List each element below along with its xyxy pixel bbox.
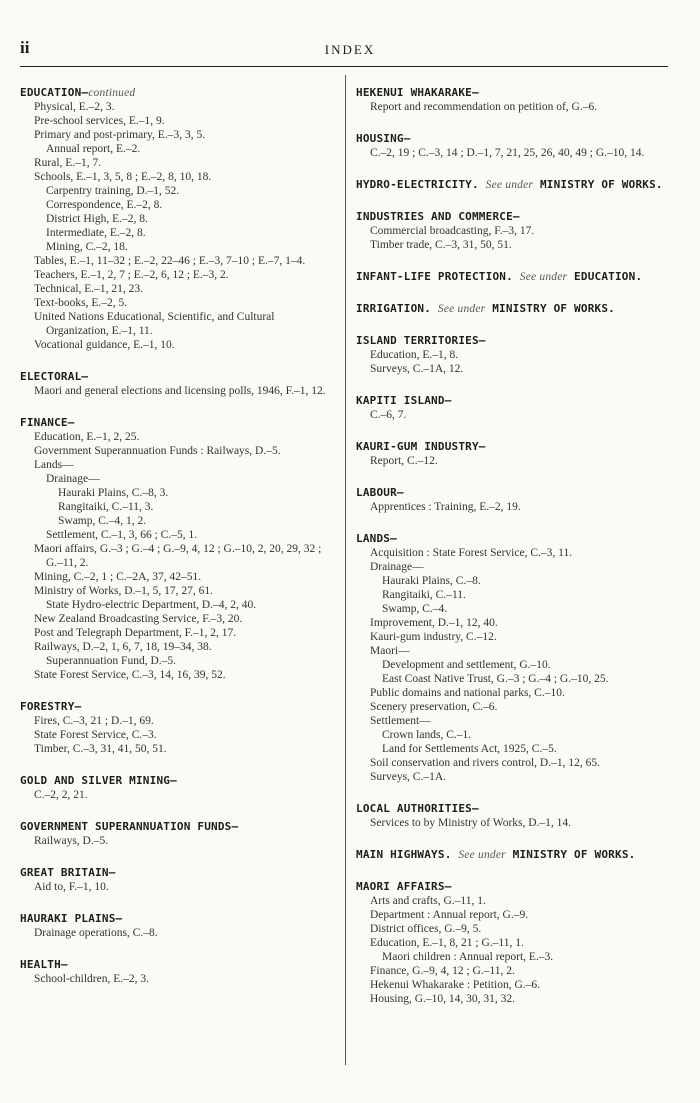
subentry: Drainage— [370, 561, 424, 573]
subentry: Technical, E.–1, 21, 23. [34, 283, 144, 295]
subentry: Mining, C.–2, 1 ; C.–2A, 37, 42–51. [34, 571, 202, 583]
entry-heading [20, 866, 335, 880]
subentry: Government Superannuation Funds : Railways, D.–5. [34, 445, 281, 457]
index-entry [356, 302, 669, 316]
subentry: Hauraki Plains, C.–8, 3. [58, 487, 169, 499]
subentry: C.–2, 2, 21. [34, 789, 88, 801]
heading-text: HEKENUI WHAKARAKE— [356, 86, 479, 99]
subentry: Carpentry training, D.–1, 52. [46, 185, 180, 197]
subentry: Report, C.–12. [370, 455, 438, 467]
heading-text: KAURI-GUM INDUSTRY— [356, 440, 486, 453]
subentry: Teachers, E.–1, 2, 7 ; E.–2, 6, 12 ; E.–3, 2. [34, 269, 229, 281]
entry-heading [20, 86, 335, 100]
subentry: Acquisition : State Forest Service, C.–3, 11. [370, 547, 573, 559]
subentry: Arts and crafts, G.–11, 1. [370, 895, 486, 907]
heading-text: HAURAKI PLAINS— [20, 912, 123, 925]
heading-text: ISLAND TERRITORIES— [356, 334, 486, 347]
subentry: Drainage— [46, 473, 100, 485]
heading-text: INFANT-LIFE PROTECTION. [356, 270, 513, 283]
index-entry [356, 440, 669, 468]
entry-heading [356, 394, 669, 408]
see-under-label: See under [485, 179, 534, 191]
index-entry [356, 394, 669, 422]
subentry: Crown lands, C.–1. [382, 729, 472, 741]
subentry: Lands— [34, 459, 74, 471]
heading-text: GOLD AND SILVER MINING— [20, 774, 177, 787]
entry-heading [20, 820, 335, 834]
subentry: Annual report, E.–2. [46, 143, 141, 155]
cross-reference-target: MINISTRY OF WORKS. [492, 302, 615, 315]
index-entry [356, 880, 669, 1006]
subentry: Rangitaiki, C.–11. [382, 589, 466, 601]
heading-text: ELECTORAL— [20, 370, 89, 383]
heading-text: IRRIGATION. [356, 302, 432, 315]
subentry: New Zealand Broadcasting Service, F.–3, 20. [34, 613, 243, 625]
entry-heading [356, 848, 669, 862]
subentry: Rangitaiki, C.–11, 3. [58, 501, 154, 513]
see-under-label: See under [519, 271, 568, 283]
see-under-label: See under [458, 849, 506, 861]
subentry: Fires, C.–3, 21 ; D.–1, 69. [34, 715, 154, 727]
entry-heading [356, 532, 669, 546]
entry-heading [20, 958, 335, 972]
subentry: State Forest Service, C.–3. [34, 729, 157, 741]
subentry: Superannuation Fund, D.–5. [46, 655, 177, 667]
subentry: Land for Settlements Act, 1925, C.–5. [382, 743, 557, 755]
entry-heading [356, 86, 669, 100]
entry-heading [20, 416, 335, 430]
entry-heading [356, 132, 669, 146]
subentry: Soil conservation and rivers control, D.–1, 12, 65. [370, 757, 600, 769]
heading-text: GREAT BRITAIN— [20, 866, 116, 879]
subentry: Finance, G.–9, 4, 12 ; G.–11, 2. [370, 965, 515, 977]
subentry: Education, E.–1, 8, 21 ; G.–11, 1. [370, 937, 524, 949]
subentry: Hauraki Plains, C.–8. [382, 575, 481, 587]
subentry: Scenery preservation, C.–6. [370, 701, 498, 713]
index-entry [356, 86, 669, 114]
subentry: Primary and post-primary, E.–3, 3, 5. [34, 129, 206, 141]
index-entry [20, 416, 335, 682]
entry-heading [356, 486, 669, 500]
subentry: Hekenui Whakarake : Petition, G.–6. [370, 979, 541, 991]
heading-text: FORESTRY— [20, 700, 82, 713]
subentry: Swamp, C.–4. [382, 603, 448, 615]
index-entry [356, 132, 669, 160]
index-entry [356, 210, 669, 252]
subentry: Text-books, E.–2, 5. [34, 297, 128, 309]
subentry: Services to by Ministry of Works, D.–1, 14. [370, 817, 572, 829]
heading-text: INDUSTRIES AND COMMERCE— [356, 210, 520, 223]
index-entry [356, 802, 669, 830]
subentry: United Nations Educational, Scientific, and Cultural Organization, E.–1, 11. [34, 311, 275, 337]
subentry: Tables, E.–1, 11–32 ; E.–2, 22–46 ; E.–3, 7–10 ; E.–7, 1–4. [34, 255, 306, 267]
subentry: Railways, D.–5. [34, 835, 109, 847]
heading-text: MAIN HIGHWAYS. [356, 848, 452, 861]
index-entry [356, 334, 669, 376]
entry-heading [356, 210, 669, 224]
subentry: Housing, G.–10, 14, 30, 31, 32. [370, 993, 516, 1005]
heading-text: LABOUR— [356, 486, 404, 499]
right-column [356, 86, 669, 1024]
subentry: Kauri-gum industry, C.–12. [370, 631, 497, 643]
subentry: C.–6, 7. [370, 409, 407, 421]
subentry: State Hydro-electric Department, D.–4, 2, 40. [46, 599, 257, 611]
subentry: Physical, E.–2, 3. [34, 101, 115, 113]
entry-heading [356, 802, 669, 816]
subentry: Maori children : Annual report, E.–3. [382, 951, 554, 963]
subentry: Settlement, C.–1, 3, 66 ; C.–5, 1. [46, 529, 198, 541]
entry-heading [20, 774, 335, 788]
subentry: Rural, E.–1, 7. [34, 157, 102, 169]
index-entry [356, 270, 669, 284]
see-under-label: See under [437, 303, 486, 315]
subentry: Maori affairs, G.–3 ; G.–4 ; G.–9, 4, 12 ; G.–10, 2, 20, 29, 32 ; G.–11, 2. [34, 543, 322, 569]
subentry: Settlement— [370, 715, 431, 727]
heading-text: LOCAL AUTHORITIES— [356, 802, 479, 815]
entry-heading [20, 912, 335, 926]
subentry: Mining, C.–2, 18. [46, 241, 128, 253]
index-entry [356, 486, 669, 514]
index-entry [20, 958, 335, 986]
entry-heading [356, 880, 669, 894]
heading-text: FINANCE— [20, 416, 75, 429]
running-head: INDEX [324, 42, 376, 57]
index-entry [20, 86, 335, 352]
subentry: Schools, E.–1, 3, 5, 8 ; E.–2, 8, 10, 18. [34, 171, 212, 183]
subentry: Railways, D.–2, 1, 6, 7, 18, 19–34, 38. [34, 641, 212, 653]
index-entry [20, 774, 335, 802]
subentry: Development and settlement, G.–10. [382, 659, 551, 671]
subentry: C.–2, 19 ; C.–3, 14 ; D.–1, 7, 21, 25, 26, 40, 49 ; G.–10, 14. [370, 147, 645, 159]
index-entry [356, 532, 669, 784]
entry-heading [20, 700, 335, 714]
subentry: Post and Telegraph Department, F.–1, 2, 17. [34, 627, 237, 639]
subentry: Education, E.–1, 2, 25. [34, 431, 140, 443]
subentry: Aid to, F.–1, 10. [34, 881, 109, 893]
subentry: Commercial broadcasting, F.–3, 17. [370, 225, 535, 237]
heading-text: KAPITI ISLAND— [356, 394, 452, 407]
index-entry [20, 700, 335, 756]
subentry: School-children, E.–2, 3. [34, 973, 149, 985]
subentry: Public domains and national parks, C.–10. [370, 687, 565, 699]
subentry: Vocational guidance, E.–1, 10. [34, 339, 175, 351]
cross-reference-target: EDUCATION. [574, 270, 643, 283]
entry-heading [356, 178, 669, 192]
subentry: Surveys, C.–1A, 12. [370, 363, 464, 375]
subentry: Maori and general elections and licensing polls, 1946, F.–1, 12. [34, 385, 326, 397]
index-entry [20, 820, 335, 848]
subentry: Education, E.–1, 8. [370, 349, 459, 361]
column-divider [345, 75, 346, 1065]
subentry: Drainage operations, C.–8. [34, 927, 158, 939]
page-number: ii [20, 38, 30, 57]
left-column [20, 86, 335, 1004]
heading-text: HOUSING— [356, 132, 411, 145]
index-entry [356, 178, 669, 192]
subentry: Surveys, C.–1A. [370, 771, 447, 783]
entry-heading [356, 440, 669, 454]
entry-heading [20, 370, 335, 384]
heading-text: GOVERNMENT SUPERANNUATION FUNDS— [20, 820, 239, 833]
entry-heading [356, 334, 669, 348]
subentry: Improvement, D.–1, 12, 40. [370, 617, 498, 629]
subentry: Correspondence, E.–2, 8. [46, 199, 163, 211]
subentry: State Forest Service, C.–3, 14, 16, 39, 52. [34, 669, 226, 681]
subentry: Pre-school services, E.–1, 9. [34, 115, 165, 127]
heading-text: HYDRO-ELECTRICITY. [356, 178, 479, 191]
subentry: Report and recommendation on petition of, G.–6. [370, 101, 598, 113]
cross-reference-target: MINISTRY OF WORKS. [539, 178, 663, 191]
cross-reference-target: MINISTRY OF WORKS. [512, 848, 636, 861]
index-entry [356, 848, 669, 862]
subentry: Swamp, C.–4, 1, 2. [58, 515, 147, 527]
subentry: District High, E.–2, 8. [46, 213, 148, 225]
heading-text: MAORI AFFAIRS— [356, 880, 452, 893]
index-entry [20, 370, 335, 398]
subentry: Ministry of Works, D.–1, 5, 17, 27, 61. [34, 585, 214, 597]
subentry: District offices, G.–9, 5. [370, 923, 482, 935]
subentry: East Coast Native Trust, G.–3 ; G.–4 ; G.–10, 25. [382, 673, 609, 685]
subentry: Intermediate, E.–2, 8. [46, 227, 146, 239]
subentry: Timber, C.–3, 31, 41, 50, 51. [34, 743, 167, 755]
subentry: Department : Annual report, G.–9. [370, 909, 529, 921]
index-entry [20, 866, 335, 894]
heading-text: EDUCATION— [20, 86, 89, 99]
heading-continued: continued [88, 87, 136, 99]
subentry: Maori— [370, 645, 410, 657]
heading-text: HEALTH— [20, 958, 68, 971]
index-entry [20, 912, 335, 940]
subentry: Apprentices : Training, E.–2, 19. [370, 501, 521, 513]
heading-text: LANDS— [356, 532, 397, 545]
entry-heading [356, 270, 669, 284]
subentry: Timber trade, C.–3, 31, 50, 51. [370, 239, 512, 251]
header-rule [20, 66, 668, 67]
entry-heading [356, 302, 669, 316]
